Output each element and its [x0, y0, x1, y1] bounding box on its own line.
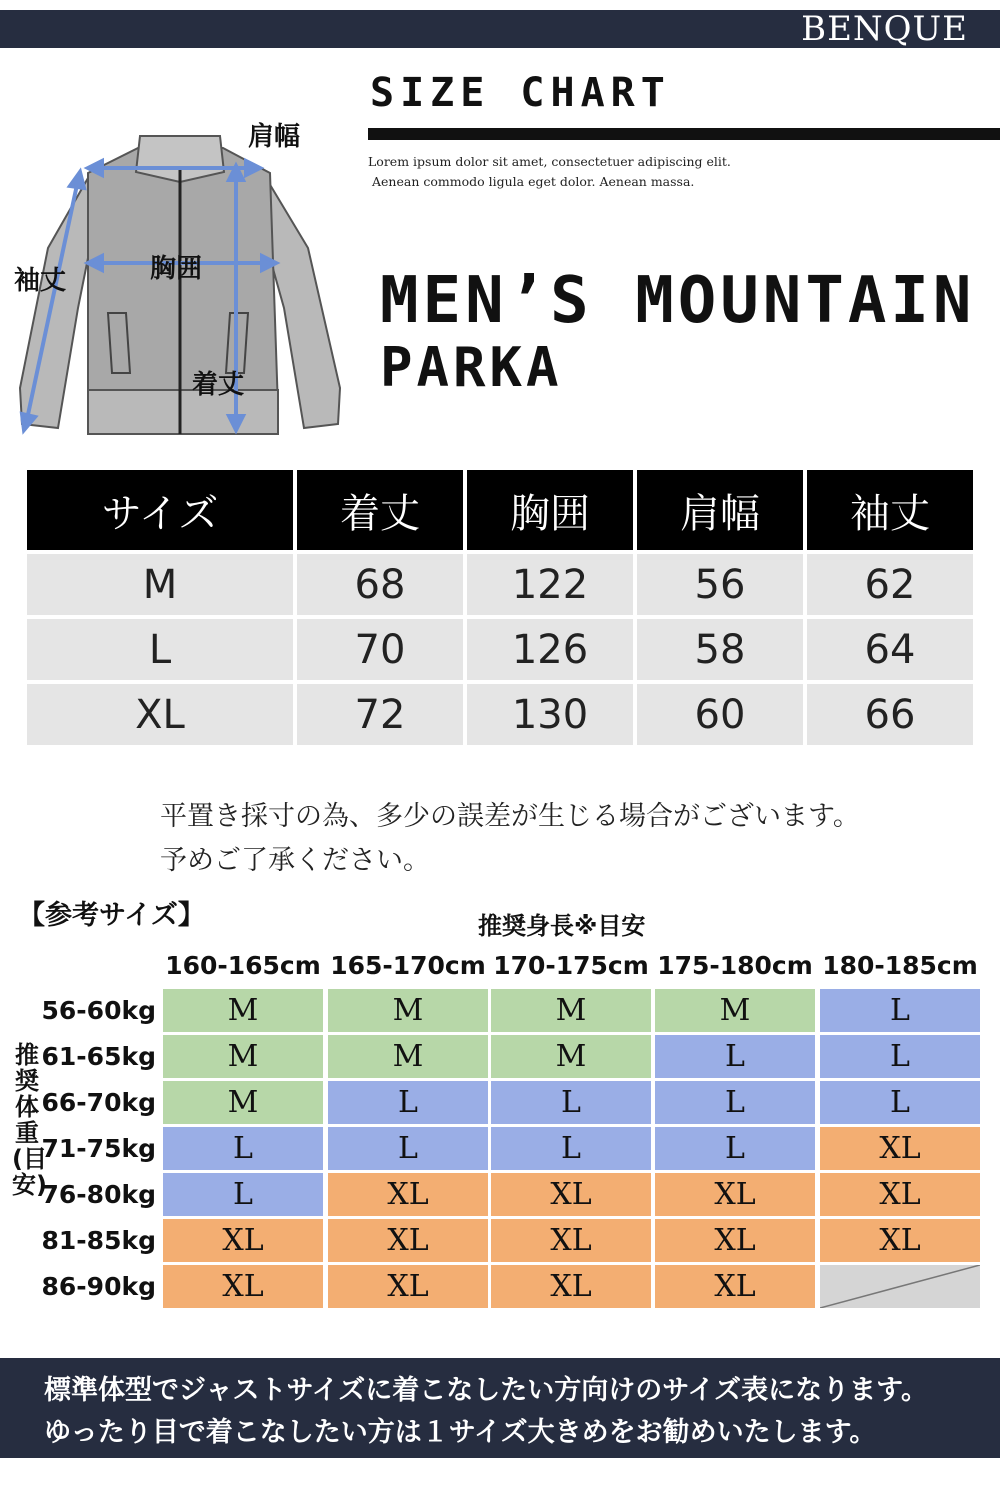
size-grid-cell: L: [328, 1081, 488, 1124]
size-grid-cell: L: [820, 989, 980, 1032]
size-grid-cell: XL: [491, 1219, 651, 1262]
jacket-body-icon: [20, 136, 340, 434]
spec-cell: 62: [807, 554, 973, 615]
product-name-line-1: MEN’S MOUNTAIN: [380, 264, 976, 338]
weight-row-header: 86-90kg: [41, 1272, 156, 1301]
spec-header-length: 着丈: [297, 470, 463, 550]
sleeve-label: 袖丈: [14, 266, 67, 296]
measurement-note-line-2: 予めご了承ください。: [160, 845, 430, 876]
size-grid-cell: XL: [491, 1265, 651, 1308]
spec-cell: L: [27, 619, 293, 680]
size-grid-cell: L: [163, 1173, 323, 1216]
height-column-header: 165-170cm: [330, 950, 486, 980]
size-grid-cell-unavailable: [820, 1265, 980, 1308]
size-grid-cell: XL: [655, 1265, 815, 1308]
size-grid-cell: L: [820, 1035, 980, 1078]
spec-header-shoulder: 肩幅: [637, 470, 803, 550]
size-grid-cell: XL: [820, 1127, 980, 1170]
size-grid-cell: XL: [820, 1173, 980, 1216]
weight-row-header: 76-80kg: [41, 1180, 156, 1209]
size-grid-cell: XL: [163, 1265, 323, 1308]
weight-row-header: 61-65kg: [41, 1042, 156, 1071]
size-grid-cell: M: [491, 1035, 651, 1078]
lorem-line-1: Lorem ipsum dolor sit amet, consectetuer adipiscing elit.: [368, 154, 731, 169]
size-grid-cell: XL: [491, 1173, 651, 1216]
length-label: 着丈: [192, 370, 245, 400]
spec-cell: 130: [467, 684, 633, 745]
weight-row-header: 66-70kg: [41, 1088, 156, 1117]
size-grid-cell: L: [655, 1035, 815, 1078]
size-chart-title: SIZE CHART: [370, 70, 671, 116]
size-grid-cell: M: [328, 1035, 488, 1078]
size-grid-cell: XL: [820, 1219, 980, 1262]
size-grid-cell: XL: [655, 1219, 815, 1262]
measurement-note-line-1: 平置き採寸の為、多少の誤差が生じる場合がございます。: [160, 801, 860, 832]
title-divider: [368, 128, 1000, 140]
lorem-line-2: Aenean commodo ligula eget dolor. Aenean massa.: [372, 174, 695, 189]
size-grid-cell: M: [163, 989, 323, 1032]
spec-cell: 66: [807, 684, 973, 745]
spec-cell: 58: [637, 619, 803, 680]
size-grid-cell: M: [328, 989, 488, 1032]
spec-cell: XL: [27, 684, 293, 745]
weight-caption-text: 推奨体重(目安): [12, 1041, 47, 1199]
spec-header-chest: 胸囲: [467, 470, 633, 550]
size-grid-cell: L: [655, 1127, 815, 1170]
spec-cell: 126: [467, 619, 633, 680]
size-grid-cell: XL: [328, 1219, 488, 1262]
weight-row-header: 71-75kg: [41, 1134, 156, 1163]
height-column-header: 180-185cm: [822, 950, 978, 980]
spec-cell: 122: [467, 554, 633, 615]
size-grid-cell: XL: [328, 1265, 488, 1308]
size-grid-cell: L: [491, 1081, 651, 1124]
weight-row-header: 56-60kg: [41, 996, 156, 1025]
spec-cell: 56: [637, 554, 803, 615]
unavailable-slash-icon: [820, 1265, 980, 1308]
brand-logo: BENQUE: [801, 9, 968, 49]
size-grid-cell: L: [163, 1127, 323, 1170]
size-grid-cell: L: [491, 1127, 651, 1170]
spec-header-sleeve: 袖丈: [807, 470, 973, 550]
spec-cell: M: [27, 554, 293, 615]
size-grid-cell: M: [163, 1081, 323, 1124]
weight-row-header: 81-85kg: [41, 1226, 156, 1255]
spec-cell: 72: [297, 684, 463, 745]
size-grid-cell: L: [328, 1127, 488, 1170]
footer-line-1: 標準体型でジャストサイズに着こなしたい方向けのサイズ表になります。: [44, 1375, 928, 1406]
size-grid-cell: L: [655, 1081, 815, 1124]
size-grid-cell: XL: [655, 1173, 815, 1216]
shoulder-label: 肩幅: [248, 122, 301, 152]
spec-cell: 60: [637, 684, 803, 745]
height-column-header: 175-180cm: [657, 950, 813, 980]
size-grid-cell: M: [163, 1035, 323, 1078]
size-grid-cell: M: [655, 989, 815, 1032]
size-grid-cell: L: [820, 1081, 980, 1124]
height-column-header: 160-165cm: [165, 950, 321, 980]
product-name-line-2: PARKA: [380, 336, 563, 399]
footer-line-2: ゆったり目で着こなしたい方は１サイズ大きめをお勧めいたします。: [44, 1417, 877, 1448]
size-grid-cell: XL: [163, 1219, 323, 1262]
size-grid-cell: XL: [328, 1173, 488, 1216]
height-column-header: 170-175cm: [493, 950, 649, 980]
reference-size-title: 【参考サイズ】: [18, 900, 205, 931]
spec-cell: 64: [807, 619, 973, 680]
spec-header-size: サイズ: [27, 470, 293, 550]
height-caption: 推奨身長※目安: [478, 912, 646, 940]
spec-cell: 68: [297, 554, 463, 615]
size-grid-cell: M: [491, 989, 651, 1032]
spec-cell: 70: [297, 619, 463, 680]
chest-label: 胸囲: [150, 254, 203, 284]
